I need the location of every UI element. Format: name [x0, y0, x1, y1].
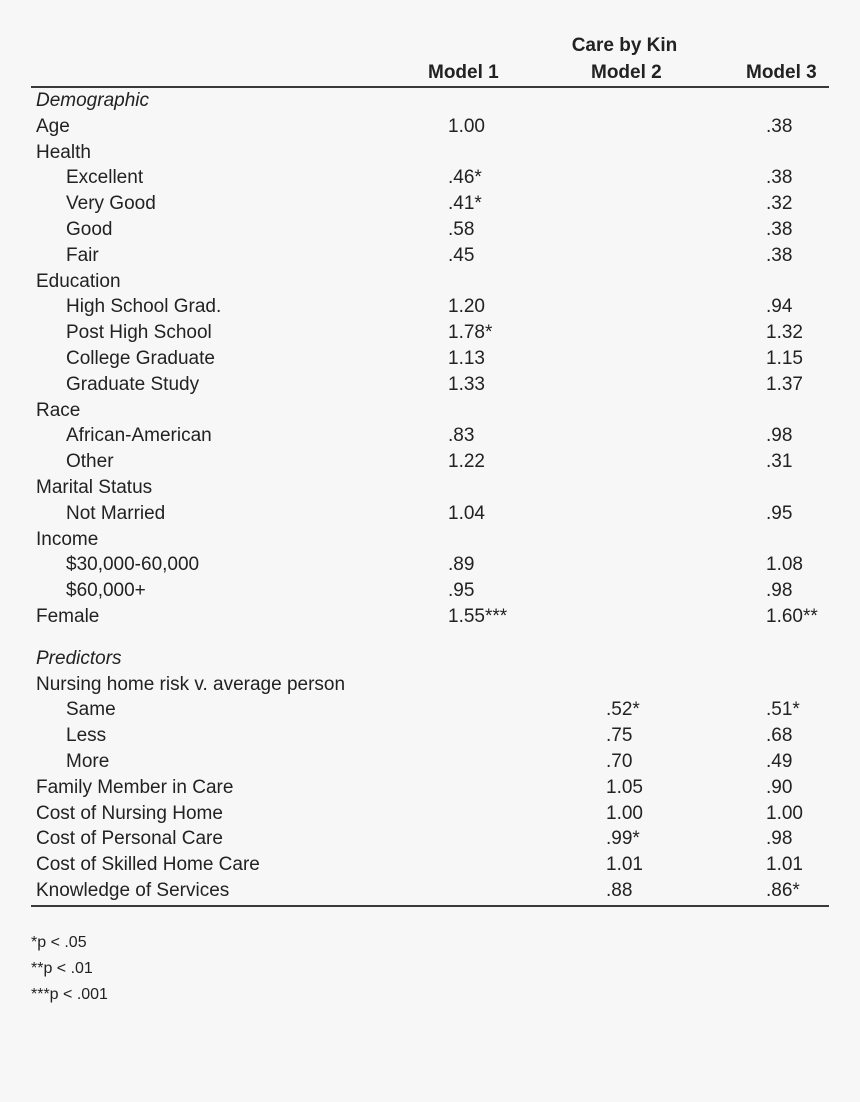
table-row	[0, 423, 860, 449]
cell-m2: 1.01	[606, 854, 643, 876]
column-header-model-2: Model 2	[591, 62, 662, 83]
row-label: Very Good	[66, 193, 156, 215]
row-label: Same	[66, 699, 116, 721]
cell-m1: .45	[448, 244, 475, 266]
row-label: Health	[36, 141, 91, 163]
row-label: Less	[66, 725, 107, 747]
row-label: College Graduate	[66, 348, 215, 369]
cell-m3: .95	[766, 502, 793, 524]
section-heading-row	[0, 88, 860, 114]
table-row	[0, 826, 860, 852]
column-header-model-3: Model 3	[746, 62, 817, 83]
cell-m1: 1.22	[448, 451, 485, 473]
column-header-model-1: Model 1	[428, 62, 499, 83]
row-label: High School Grad.	[66, 296, 222, 318]
cell-m1: 1.33	[448, 373, 485, 395]
cell-m1: .41*	[448, 193, 482, 215]
row-label: Other	[66, 451, 114, 473]
table-row	[0, 775, 860, 801]
row-label: Good	[66, 219, 113, 240]
row-label: African-American	[66, 425, 212, 447]
row-label: Graduate Study	[66, 373, 200, 395]
cell-m3: .90	[766, 776, 793, 798]
section-heading: Predictors	[36, 647, 122, 669]
cell-m3: 1.01	[766, 854, 803, 876]
footnote: *p < .05	[31, 934, 87, 951]
row-label: Marital Status	[36, 477, 153, 498]
row-label: Nursing home risk v. average person	[36, 673, 346, 695]
table-row	[0, 749, 860, 775]
cell-m2: 1.05	[606, 776, 643, 798]
table-row	[0, 217, 860, 243]
table-row	[0, 801, 860, 827]
row-label: Cost of Skilled Home Care	[36, 854, 260, 876]
row-label: Cost of Personal Care	[36, 828, 223, 850]
cell-m3: .86*	[766, 880, 800, 901]
row-label: Post High School	[66, 322, 212, 344]
cell-m3: .31	[766, 451, 793, 473]
cell-m3: 1.60**	[766, 606, 818, 627]
section-heading-row	[0, 646, 860, 672]
cell-m3: 1.15	[766, 348, 803, 369]
row-label: More	[66, 751, 110, 772]
cell-m3: 1.32	[766, 322, 803, 344]
cell-m3: 1.08	[766, 554, 803, 576]
row-label: $30,000-60,000	[66, 554, 200, 576]
footnote: **p < .01	[31, 960, 93, 977]
cell-m3: .94	[766, 296, 793, 318]
table-row	[0, 527, 860, 553]
table-row	[0, 114, 860, 140]
cell-m3: .98	[766, 425, 793, 447]
row-label: Female	[36, 606, 100, 627]
table-row	[0, 269, 860, 295]
cell-m1: 1.20	[448, 296, 485, 318]
row-label: Race	[36, 399, 81, 421]
cell-m1: 1.13	[448, 348, 485, 369]
cell-m1: 1.04	[448, 502, 485, 524]
cell-m1: .95	[448, 580, 475, 602]
table-row	[0, 320, 860, 346]
cell-m2: .75	[606, 725, 633, 747]
row-label: Excellent	[66, 167, 144, 189]
cell-m1: 1.78*	[448, 322, 493, 344]
cell-m3: .51*	[766, 699, 800, 721]
table-row	[0, 723, 860, 749]
cell-m2: .52*	[606, 699, 640, 721]
table-row	[0, 449, 860, 475]
table-row	[0, 878, 860, 904]
cell-m2: .99*	[606, 828, 640, 850]
row-label: Not Married	[66, 502, 166, 524]
cell-m3: .38	[766, 244, 793, 266]
cell-m1: 1.00	[448, 115, 485, 137]
cell-m3: .38	[766, 167, 793, 189]
table-row	[0, 243, 860, 269]
table-row	[0, 672, 860, 698]
row-label: Cost of Nursing Home	[36, 802, 223, 824]
cell-m2: 1.00	[606, 802, 643, 824]
section-heading: Demographic	[36, 90, 149, 111]
table-row	[0, 294, 860, 320]
cell-m3: .98	[766, 580, 793, 602]
table-row	[0, 501, 860, 527]
row-label: Family Member in Care	[36, 776, 234, 798]
row-label: Income	[36, 528, 99, 550]
cell-m1: 1.55***	[448, 606, 508, 627]
cell-m3: .38	[766, 219, 793, 240]
cell-m1: .89	[448, 554, 475, 576]
cell-m3: .32	[766, 193, 793, 215]
table-row	[0, 552, 860, 578]
row-label: Age	[36, 115, 70, 137]
cell-m1: .46*	[448, 167, 482, 189]
row-label: Knowledge of Services	[36, 880, 230, 901]
table-row	[0, 852, 860, 878]
cell-m3: 1.00	[766, 802, 803, 824]
table-row	[0, 165, 860, 191]
table-row	[0, 140, 860, 166]
cell-m3: .98	[766, 828, 793, 850]
footnotes	[31, 930, 108, 1008]
row-label: $60,000+	[66, 580, 146, 602]
cell-m3: 1.37	[766, 373, 803, 395]
cell-m3: .68	[766, 725, 793, 747]
table-row	[0, 578, 860, 604]
cell-m1: .83	[448, 425, 475, 447]
table-row	[0, 475, 860, 501]
table-row	[0, 604, 860, 630]
cell-m1: .58	[448, 219, 475, 240]
footnote: ***p < .001	[31, 986, 108, 1003]
row-label: Fair	[66, 244, 99, 266]
table-row	[0, 191, 860, 217]
table-row	[0, 398, 860, 424]
cell-m3: .49	[766, 751, 793, 772]
cell-m2: .88	[606, 880, 633, 901]
group-header: Care by Kin	[571, 35, 678, 56]
table-row	[0, 346, 860, 372]
row-label: Education	[36, 270, 121, 292]
cell-m3: .38	[766, 115, 793, 137]
table-row	[0, 372, 860, 398]
cell-m2: .70	[606, 751, 633, 772]
table-row	[0, 697, 860, 723]
bottom-rule	[31, 905, 829, 907]
